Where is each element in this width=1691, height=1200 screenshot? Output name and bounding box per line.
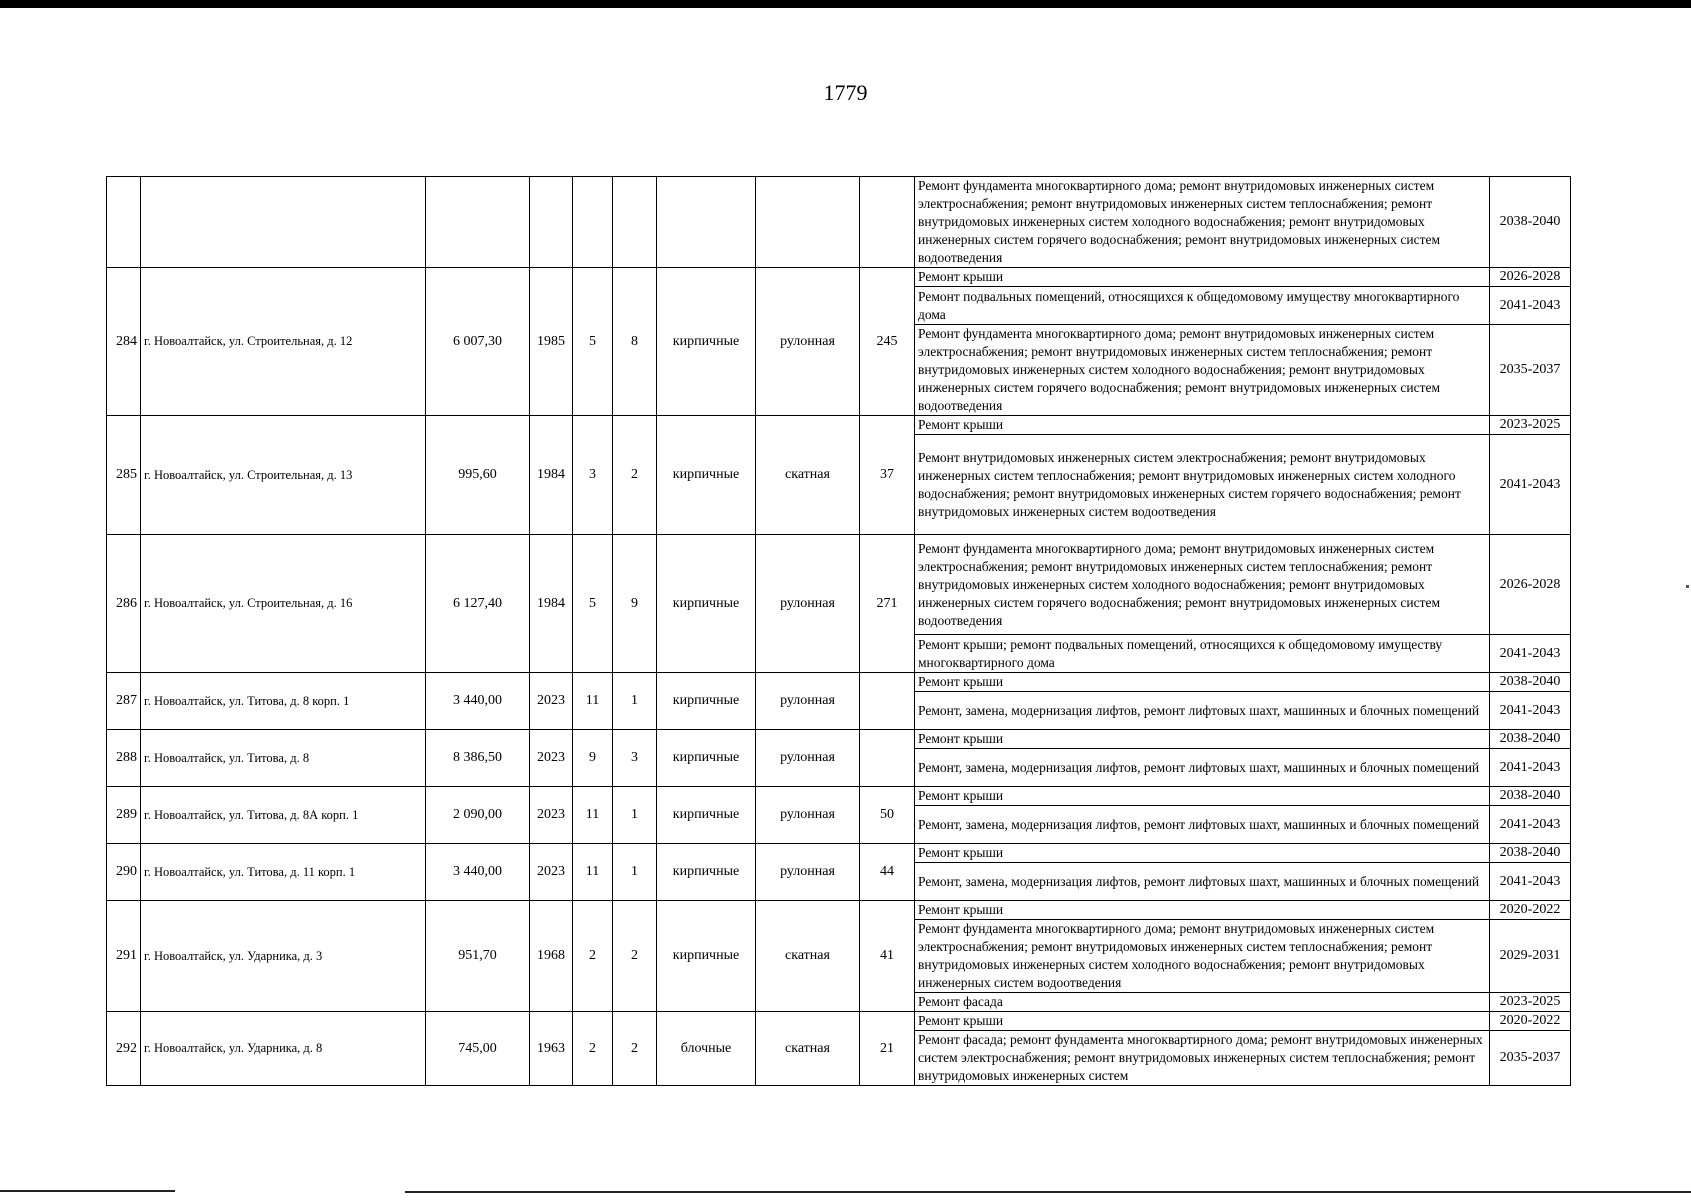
row-number: 288 — [107, 730, 141, 787]
walls-cell: кирпичные — [657, 535, 756, 673]
work-period-cell: 2038-2040 — [1490, 844, 1571, 863]
roof-cell: скатная — [756, 416, 860, 535]
walls-cell: кирпичные — [657, 844, 756, 901]
work-period-cell: 2023-2025 — [1490, 416, 1571, 435]
work-description-cell: Ремонт крыши — [915, 901, 1490, 920]
floors-cell: 11 — [573, 844, 613, 901]
floors-cell: 2 — [573, 901, 613, 1012]
residents-cell — [860, 673, 915, 730]
work-period-cell: 2035-2037 — [1490, 1031, 1571, 1086]
year-cell: 2023 — [530, 844, 573, 901]
work-description-cell: Ремонт крыши — [915, 844, 1490, 863]
work-period-cell: 2041-2043 — [1490, 749, 1571, 787]
work-description-cell: Ремонт внутридомовых инженерных систем электроснабжения; ремонт внутридомовых инженерных систем теплоснабжения; ремонт внутридомовых инженерных систем холодного водоснабжения; ремонт внутридомовых инженерных систем горячего водоснабжения; ремонт внутридомовых инженерных систем водоотведения — [915, 435, 1490, 535]
work-period-cell: 2038-2040 — [1490, 177, 1571, 268]
walls-cell: кирпичные — [657, 673, 756, 730]
entrances-cell: 1 — [613, 673, 657, 730]
entrances-cell: 8 — [613, 268, 657, 416]
table-row — [107, 730, 1571, 749]
year-cell: 1984 — [530, 535, 573, 673]
floors-cell — [573, 177, 613, 268]
residents-cell: 245 — [860, 268, 915, 416]
floors-cell: 11 — [573, 673, 613, 730]
work-period-cell: 2041-2043 — [1490, 692, 1571, 730]
address-cell: г. Новоалтайск, ул. Титова, д. 11 корп. 1 — [141, 844, 426, 901]
table-row — [107, 844, 1571, 863]
work-period-cell: 2020-2022 — [1490, 901, 1571, 920]
work-period-cell: 2026-2028 — [1490, 535, 1571, 635]
row-number: 291 — [107, 901, 141, 1012]
work-description-cell: Ремонт фундамента многоквартирного дома; ремонт внутридомовых инженерных систем электроснабжения; ремонт внутридомовых инженерных систем теплоснабжения; ремонт внутридомовых инженерных систем холодного водоснабжения; ремонт внутридомовых инженерных систем горячего водоснабжения; ремонт внутридомовых инженерных систем водоотведения — [915, 325, 1490, 416]
work-period-cell: 2029-2031 — [1490, 920, 1571, 993]
area-cell: 3 440,00 — [426, 844, 530, 901]
row-number: 290 — [107, 844, 141, 901]
residents-cell: 41 — [860, 901, 915, 1012]
top-border — [0, 0, 1691, 8]
floors-cell: 3 — [573, 416, 613, 535]
table-body — [107, 177, 1571, 1086]
roof-cell: скатная — [756, 1012, 860, 1086]
residents-cell: 50 — [860, 787, 915, 844]
area-cell: 6 007,30 — [426, 268, 530, 416]
work-period-cell: 2041-2043 — [1490, 863, 1571, 901]
entrances-cell: 9 — [613, 535, 657, 673]
floors-cell: 9 — [573, 730, 613, 787]
entrances-cell: 2 — [613, 1012, 657, 1086]
work-description-cell: Ремонт, замена, модернизация лифтов, ремонт лифтовых шахт, машинных и блочных помещений — [915, 806, 1490, 844]
entrances-cell: 1 — [613, 787, 657, 844]
address-cell: г. Новоалтайск, ул. Ударника, д. 3 — [141, 901, 426, 1012]
residents-cell: 44 — [860, 844, 915, 901]
residents-cell — [860, 730, 915, 787]
work-period-cell: 2020-2022 — [1490, 1012, 1571, 1031]
work-description-cell: Ремонт фасада — [915, 993, 1490, 1012]
roof-cell: рулонная — [756, 535, 860, 673]
work-period-cell: 2023-2025 — [1490, 993, 1571, 1012]
table-row — [107, 901, 1571, 920]
roof-cell — [756, 177, 860, 268]
work-description-cell: Ремонт крыши — [915, 1012, 1490, 1031]
walls-cell — [657, 177, 756, 268]
floors-cell: 5 — [573, 535, 613, 673]
address-cell: г. Новоалтайск, ул. Строительная, д. 12 — [141, 268, 426, 416]
walls-cell: кирпичные — [657, 268, 756, 416]
entrances-cell: 3 — [613, 730, 657, 787]
area-cell: 951,70 — [426, 901, 530, 1012]
repair-schedule-table — [106, 176, 1571, 1086]
year-cell: 2023 — [530, 787, 573, 844]
row-number: 292 — [107, 1012, 141, 1086]
row-number: 285 — [107, 416, 141, 535]
address-cell: г. Новоалтайск, ул. Ударника, д. 8 — [141, 1012, 426, 1086]
address-cell — [141, 177, 426, 268]
work-description-cell: Ремонт крыши; ремонт подвальных помещений, относящихся к общедомовому имуществу многоквартирного дома — [915, 635, 1490, 673]
work-period-cell: 2041-2043 — [1490, 435, 1571, 535]
work-description-cell: Ремонт крыши — [915, 787, 1490, 806]
work-description-cell: Ремонт крыши — [915, 730, 1490, 749]
bottom-rule-right — [405, 1191, 1691, 1193]
work-description-cell: Ремонт крыши — [915, 268, 1490, 287]
table-row — [107, 268, 1571, 287]
area-cell: 6 127,40 — [426, 535, 530, 673]
work-description-cell: Ремонт, замена, модернизация лифтов, ремонт лифтовых шахт, машинных и блочных помещений — [915, 749, 1490, 787]
year-cell — [530, 177, 573, 268]
walls-cell: кирпичные — [657, 787, 756, 844]
row-number — [107, 177, 141, 268]
work-description-cell: Ремонт фундамента многоквартирного дома; ремонт внутридомовых инженерных систем электроснабжения; ремонт внутридомовых инженерных систем теплоснабжения; ремонт внутридомовых инженерных систем холодного водоснабжения; ремонт внутридомовых инженерных систем горячего водоснабжения; ремонт внутридомовых инженерных систем водоотведения — [915, 177, 1490, 268]
roof-cell: рулонная — [756, 268, 860, 416]
work-period-cell: 2041-2043 — [1490, 635, 1571, 673]
table-row — [107, 787, 1571, 806]
residents-cell — [860, 177, 915, 268]
entrances-cell: 2 — [613, 901, 657, 1012]
row-number: 284 — [107, 268, 141, 416]
work-description-cell: Ремонт подвальных помещений, относящихся к общедомовому имуществу многоквартирного дома — [915, 287, 1490, 325]
area-cell: 3 440,00 — [426, 673, 530, 730]
year-cell: 1985 — [530, 268, 573, 416]
year-cell: 1984 — [530, 416, 573, 535]
table-row — [107, 673, 1571, 692]
address-cell: г. Новоалтайск, ул. Титова, д. 8 — [141, 730, 426, 787]
work-description-cell: Ремонт фасада; ремонт фундамента многоквартирного дома; ремонт внутридомовых инженерных систем электроснабжения; ремонт внутридомовых инженерных систем теплоснабжения; ремонт внутридомовых инженерных систем — [915, 1031, 1490, 1086]
year-cell: 2023 — [530, 673, 573, 730]
work-period-cell: 2041-2043 — [1490, 287, 1571, 325]
work-period-cell: 2041-2043 — [1490, 806, 1571, 844]
area-cell — [426, 177, 530, 268]
work-description-cell: Ремонт крыши — [915, 673, 1490, 692]
row-number: 286 — [107, 535, 141, 673]
bottom-rule-left — [0, 1190, 175, 1192]
walls-cell: кирпичные — [657, 416, 756, 535]
walls-cell: кирпичные — [657, 901, 756, 1012]
roof-cell: рулонная — [756, 730, 860, 787]
table-row — [107, 1012, 1571, 1031]
table-row — [107, 177, 1571, 268]
work-period-cell: 2038-2040 — [1490, 787, 1571, 806]
roof-cell: скатная — [756, 901, 860, 1012]
row-number: 289 — [107, 787, 141, 844]
entrances-cell — [613, 177, 657, 268]
table-row — [107, 416, 1571, 435]
area-cell: 995,60 — [426, 416, 530, 535]
area-cell: 2 090,00 — [426, 787, 530, 844]
year-cell: 2023 — [530, 730, 573, 787]
address-cell: г. Новоалтайск, ул. Строительная, д. 13 — [141, 416, 426, 535]
address-cell: г. Новоалтайск, ул. Титова, д. 8А корп. 1 — [141, 787, 426, 844]
page-number: 1779 — [823, 80, 868, 105]
entrances-cell: 1 — [613, 844, 657, 901]
work-description-cell: Ремонт, замена, модернизация лифтов, ремонт лифтовых шахт, машинных и блочных помещений — [915, 692, 1490, 730]
work-description-cell: Ремонт, замена, модернизация лифтов, ремонт лифтовых шахт, машинных и блочных помещений — [915, 863, 1490, 901]
floors-cell: 11 — [573, 787, 613, 844]
work-description-cell: Ремонт фундамента многоквартирного дома; ремонт внутридомовых инженерных систем электроснабжения; ремонт внутридомовых инженерных систем теплоснабжения; ремонт внутридомовых инженерных систем холодного водоснабжения; ремонт внутридомовых инженерных систем водоотведения — [915, 920, 1490, 993]
work-period-cell: 2038-2040 — [1490, 673, 1571, 692]
walls-cell: кирпичные — [657, 730, 756, 787]
area-cell: 8 386,50 — [426, 730, 530, 787]
residents-cell: 271 — [860, 535, 915, 673]
work-period-cell: 2035-2037 — [1490, 325, 1571, 416]
table-row — [107, 535, 1571, 635]
walls-cell: блочные — [657, 1012, 756, 1086]
work-period-cell: 2038-2040 — [1490, 730, 1571, 749]
roof-cell: рулонная — [756, 673, 860, 730]
residents-cell: 37 — [860, 416, 915, 535]
year-cell: 1968 — [530, 901, 573, 1012]
floors-cell: 2 — [573, 1012, 613, 1086]
residents-cell: 21 — [860, 1012, 915, 1086]
scan-mark — [1686, 585, 1689, 588]
address-cell: г. Новоалтайск, ул. Титова, д. 8 корп. 1 — [141, 673, 426, 730]
roof-cell: рулонная — [756, 787, 860, 844]
work-period-cell: 2026-2028 — [1490, 268, 1571, 287]
entrances-cell: 2 — [613, 416, 657, 535]
address-cell: г. Новоалтайск, ул. Строительная, д. 16 — [141, 535, 426, 673]
row-number: 287 — [107, 673, 141, 730]
floors-cell: 5 — [573, 268, 613, 416]
area-cell: 745,00 — [426, 1012, 530, 1086]
work-description-cell: Ремонт фундамента многоквартирного дома; ремонт внутридомовых инженерных систем электроснабжения; ремонт внутридомовых инженерных систем теплоснабжения; ремонт внутридомовых инженерных систем холодного водоснабжения; ремонт внутридомовых инженерных систем горячего водоснабжения; ремонт внутридомовых инженерных систем водоотведения — [915, 535, 1490, 635]
work-description-cell: Ремонт крыши — [915, 416, 1490, 435]
roof-cell: рулонная — [756, 844, 860, 901]
year-cell: 1963 — [530, 1012, 573, 1086]
